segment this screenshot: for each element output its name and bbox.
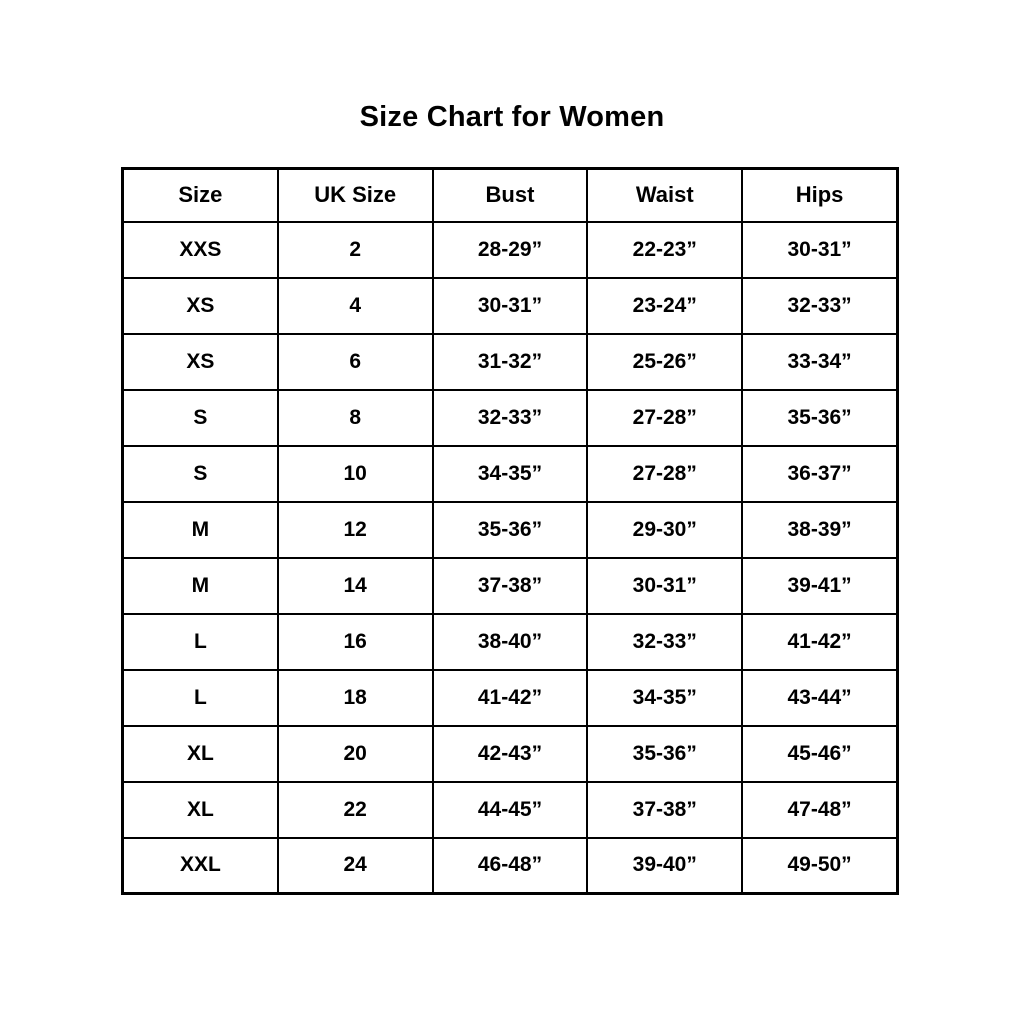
table-cell: 33-34” [742,334,897,390]
table-cell: 45-46” [742,726,897,782]
table-cell: 39-41” [742,558,897,614]
table-row [123,390,898,446]
table-cell: 35-36” [587,726,742,782]
page-title: Size Chart for Women [359,101,665,133]
table-cell: 49-50” [742,838,897,894]
table-cell: 12 [278,502,433,558]
header-row [123,169,898,222]
table-cell: L [123,614,278,670]
table-cell: 32-33” [587,614,742,670]
table-row [123,726,898,782]
column-header-size: Size [123,169,278,222]
column-header-hips: Hips [742,169,897,222]
table-cell: S [123,446,278,502]
table-cell: XS [123,278,278,334]
table-cell: 6 [278,334,433,390]
table-cell: 8 [278,390,433,446]
table-cell: S [123,390,278,446]
table-row [123,334,898,390]
table-cell: 37-38” [433,558,588,614]
table-cell: 41-42” [433,670,588,726]
table-cell: 14 [278,558,433,614]
table-row [123,782,898,838]
table-cell: 38-40” [433,614,588,670]
table-header [123,169,898,222]
table-cell: 35-36” [742,390,897,446]
table-cell: 38-39” [742,502,897,558]
table-cell: 30-31” [742,222,897,278]
column-header-uk-size: UK Size [278,169,433,222]
table-cell: 35-36” [433,502,588,558]
table-cell: 2 [278,222,433,278]
table-row [123,222,898,278]
table-cell: 28-29” [433,222,588,278]
size-chart-table [121,167,899,895]
table-cell: 41-42” [742,614,897,670]
table-cell: M [123,558,278,614]
table-cell: 24 [278,838,433,894]
table-row [123,446,898,502]
column-header-waist: Waist [587,169,742,222]
table-cell: 10 [278,446,433,502]
table-cell: 22-23” [587,222,742,278]
table-cell: M [123,502,278,558]
table-cell: 43-44” [742,670,897,726]
table-row [123,278,898,334]
table-row [123,670,898,726]
table-cell: 34-35” [433,446,588,502]
table-cell: 23-24” [587,278,742,334]
table-cell: XXL [123,838,278,894]
table-cell: XL [123,726,278,782]
table-cell: XS [123,334,278,390]
table-cell: XXS [123,222,278,278]
table-cell: 27-28” [587,446,742,502]
table-row [123,614,898,670]
table-cell: L [123,670,278,726]
table-cell: 47-48” [742,782,897,838]
table-cell: 36-37” [742,446,897,502]
table-cell: 29-30” [587,502,742,558]
table-cell: 32-33” [433,390,588,446]
table-container [121,167,899,895]
table-cell: 18 [278,670,433,726]
table-cell: 16 [278,614,433,670]
table-cell: 25-26” [587,334,742,390]
table-row [123,558,898,614]
table-cell: 39-40” [587,838,742,894]
table-cell: 27-28” [587,390,742,446]
table-cell: 4 [278,278,433,334]
table-cell: 44-45” [433,782,588,838]
table-cell: 34-35” [587,670,742,726]
table-row [123,502,898,558]
table-body [123,222,898,894]
table-cell: 32-33” [742,278,897,334]
table-cell: 30-31” [587,558,742,614]
table-cell: XL [123,782,278,838]
column-header-bust: Bust [433,169,588,222]
table-cell: 20 [278,726,433,782]
table-cell: 22 [278,782,433,838]
table-cell: 42-43” [433,726,588,782]
table-cell: 37-38” [587,782,742,838]
table-cell: 46-48” [433,838,588,894]
table-cell: 31-32” [433,334,588,390]
table-row [123,838,898,894]
table-cell: 30-31” [433,278,588,334]
